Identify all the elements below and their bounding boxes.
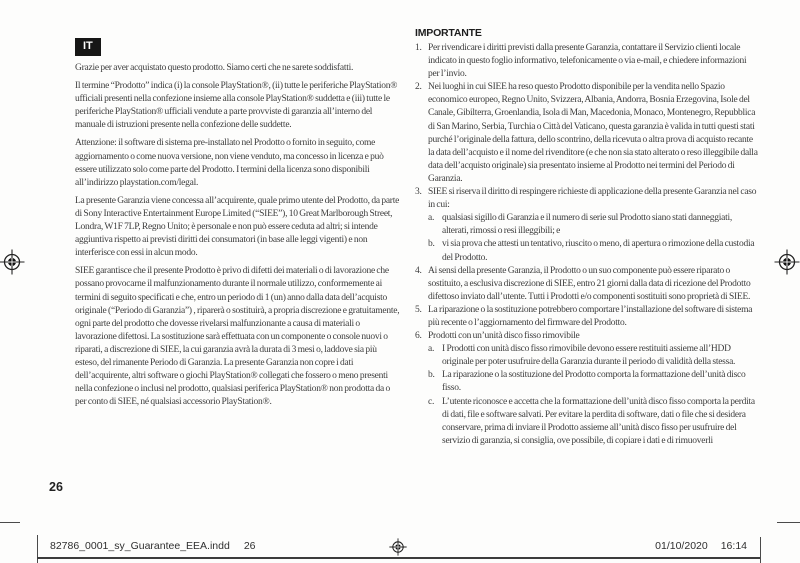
- list-item-letter: b.: [428, 370, 435, 381]
- list-item-6: [415, 330, 759, 343]
- list-item-text: SIEE si riserva il diritto di respingere richieste di applicazione della presente Garanzia nel caso in cui:: [428, 187, 757, 211]
- slug-bottom-rule: [37, 557, 760, 559]
- slug-date: 01/10/2020: [655, 540, 708, 552]
- registration-mark-icon: [389, 538, 407, 556]
- list-item-2: [415, 81, 759, 186]
- list-item-4: [415, 265, 759, 304]
- paragraph-product-definition: Il termine “Prodotto” indica (i) la console PlayStation®, (ii) tutte le periferiche PlayStation® ufficiali presenti nella confezione insieme alla console PlayStation® suddetta e (iii) tutte le periferiche PlayStation® ufficiali vendute a parte provviste di garanzia all’interno del manuale di istruzioni presente nella confezione delle suddette.: [75, 81, 398, 131]
- paragraph-guarantee-terms: SIEE garantisce che il presente Prodotto è privo di difetti dei materiali o di lavorazione che possano provocarne il malfunzionamento durante il normale utilizzo, conformemente ai termini di seguito specificati e che, entro un periodo di 1 (un) anno dalla data dell’acquisto originale (“Periodo di Garanzia”) , riparerà o sostituirà, a propria discrezione e gratuitamente, ogni parte del prodotto che dovesse rivelarsi malfunzionante a causa di materiali o lavorazione difettosi. La sostituzione sarà effettuata con un componente o console nuovi o riparati, a discrezione di SIEE, la cui garanzia avrà la durata di 3 mesi o, laddove sia più esteso, del rimanente Periodo di Garanzia. La presente Garanzia non copre i dati dell’acquirente, altri software o giochi PlayStation® collegati che fossero o meno presenti nella confezione o inclusi nel prodotto, qualsiasi periferica PlayStation® non prodotta da o per conto di SIEE, né qualsiasi accessorio PlayStation®.: [75, 266, 400, 408]
- paragraph-guarantee-grant: La presente Garanzia viene concessa all’acquirente, quale primo utente del Prodotto, da parte di Sony Interactive Entertainment Europe Limited (“SIEE”), 10 Great Marlborough Street, Londra, W1F 7LP, Regno Unito; è personale e non può essere ceduta ad altri; si intende aggiuntiva rispetto ai previsti diritti dei consumatori (in base alle leggi vigenti) e non interferisce con essi in alcun modo.: [75, 195, 400, 259]
- list-item-6b: [415, 369, 759, 395]
- list-item-number: 2.: [415, 82, 422, 93]
- registration-mark-icon: [774, 249, 800, 275]
- list-item-number: 6.: [415, 331, 422, 342]
- registration-mark-icon: [0, 249, 25, 275]
- slug-page-number: 26: [243, 540, 256, 552]
- right-column: [415, 27, 759, 448]
- section-heading: IMPORTANTE: [415, 27, 482, 39]
- list-item-text: qualsiasi sigillo di Garanzia e il numero di serie sul Prodotto siano stati danneggiati, alterati, rimossi o resi illeggibili; e: [442, 213, 732, 237]
- paragraph-thanks: Grazie per aver acquistato questo prodotto. Siamo certi che ne sarete soddisfatti.: [75, 63, 354, 73]
- filename-text: 82786_0001_sy_Guarantee_EEA.indd: [50, 540, 230, 552]
- paragraph-software-license: Attenzione: il software di sistema pre-installato nel Prodotto o fornito in seguito, come aggiornamento o come nuova versione, non viene venduto, ma concesso in licenza e può essere utilizzato solo come parte del Prodotto. I termini della licenza sono disponibili all’indirizzo playstation.com/legal.: [75, 138, 384, 188]
- list-item-5: [415, 304, 759, 330]
- list-item-3: [415, 186, 759, 212]
- slug-filename: [50, 540, 256, 552]
- slug-divider: [760, 537, 761, 563]
- list-item-text: La riparazione o la sostituzione del Prodotto comporta la formattazione dell’unità disco fisso.: [442, 370, 746, 394]
- list-item-letter: b.: [428, 239, 435, 250]
- language-badge: IT: [75, 38, 101, 56]
- list-item-3b: [415, 238, 759, 264]
- list-item-text: Ai sensi della presente Garanzia, il Prodotto o un suo componente può essere riparato o sostituito, a esclusiva discrezione di SIEE, entro 21 giorni dalla data di ricezione del Prodotto difettoso inviato dall’utente. Tutti i Prodotti e/o componenti sostituiti sono proprietà di SIEE.: [428, 265, 751, 302]
- list-item-number: 1.: [415, 43, 422, 53]
- list-item-6c: [415, 396, 759, 448]
- list-item-letter: a.: [428, 344, 435, 355]
- list-item-3a: [415, 212, 759, 238]
- list-item-letter: a.: [428, 213, 435, 224]
- trim-mark: [777, 522, 800, 523]
- left-column: [75, 36, 401, 414]
- slug-divider: [37, 535, 38, 563]
- slug-datetime: [655, 540, 747, 552]
- list-item-text: L’utente riconosce e accetta che la formattazione dell’unità disco fisso comporta la perdita di dati, file e software salvati. Per evitare la perdita di software, dati o file che si desidera conservare, prima di inviare il Prodotto assieme all’unità disco fisso per usufruire del servizio di garanzia, si consiglia, ove possibile, di copiare i dati e di rimuoverli: [442, 396, 755, 446]
- list-item-text: Prodotti con un’unità disco fisso rimovibile: [428, 331, 580, 342]
- slug-time: 16:14: [720, 540, 747, 552]
- list-item-number: 3.: [415, 187, 422, 198]
- page-number: 26: [49, 480, 63, 494]
- list-item-text: Per rivendicare i diritti previsti dalla presente Garanzia, contattare il Servizio clienti locale indicato in questo foglio informativo, telefonicamente o via e-mail, e chiedere informazioni per l’invio.: [428, 43, 747, 80]
- list-item-number: 5.: [415, 304, 422, 315]
- list-item-1: [415, 42, 759, 81]
- list-item-letter: c.: [428, 396, 435, 407]
- list-item-number: 4.: [415, 265, 422, 276]
- trim-mark: [0, 522, 20, 523]
- list-item-text: I Prodotti con unità disco fisso rimovibile devono essere restituiti assieme all’HDD originale per poter usufruire della Garanzia durante il periodo di validità della stessa.: [442, 344, 736, 368]
- list-item-text: vi sia prova che attesti un tentativo, riuscito o meno, di apertura o rimozione della custodia del Prodotto.: [442, 239, 755, 263]
- list-item-text: Nei luoghi in cui SIEE ha reso questo Prodotto disponibile per la vendita nello Spazio economico europeo, Regno Unito, Svizzera, Albania, Andorra, Bosnia Erzegovina, Isole del Canale, Gibilterra, Groenlandia, Isola di Man, Macedonia, Monaco, Montenegro, Repubblica di San Marino, Serbia, Turchia o Città del Vaticano, questa garanzia è valida in tutti questi stati purché l’originale della fattura, dello scontrino, della ricevuta o altra prova di acquisto recante la data dell’acquisto e il nome del rivenditore (e che non sia stato alterato o reso illeggibile dalla data dell’acquisto originale) sia presentato insieme al Prodotto nei termini del Periodo di Garanzia.: [428, 82, 758, 184]
- list-item-text: La riparazione o la sostituzione potrebbero comportare l’installazione del software di sistema più recente o l’aggiornamento del firmware del Prodotto.: [428, 304, 753, 328]
- list-item-6a: [415, 343, 759, 369]
